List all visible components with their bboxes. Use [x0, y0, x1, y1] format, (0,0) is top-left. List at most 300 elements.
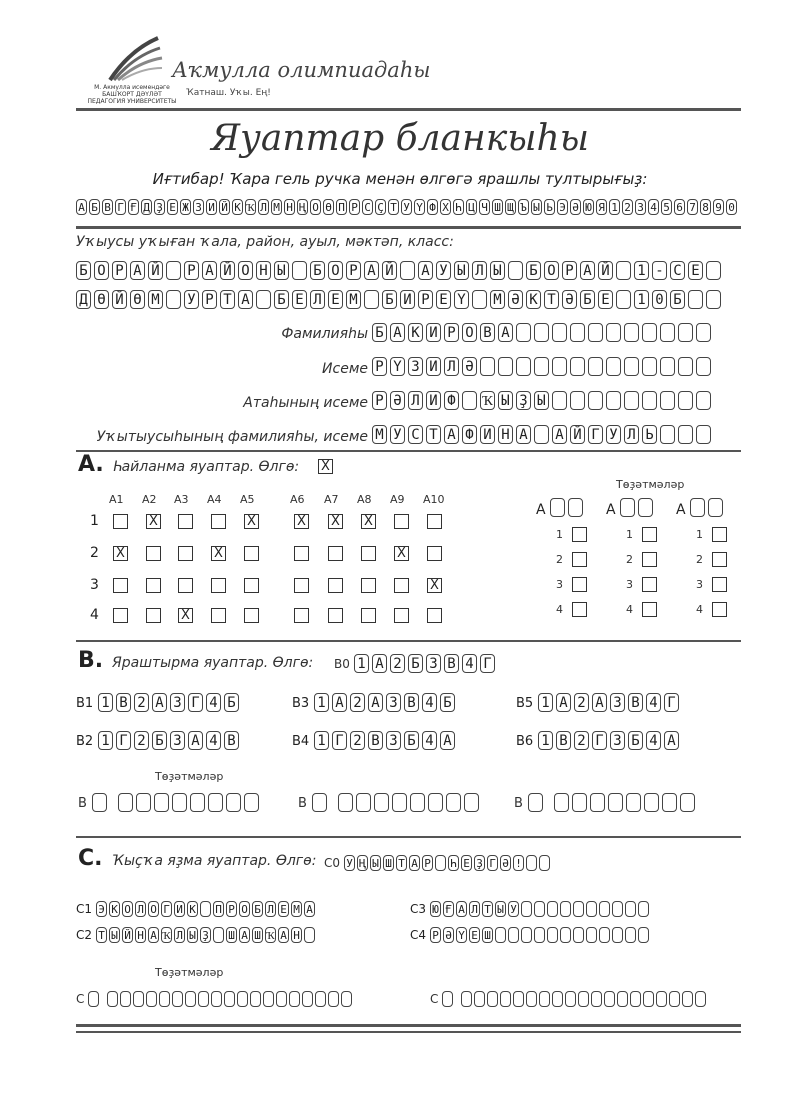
letter-box[interactable]: Й	[148, 261, 163, 280]
letter-box[interactable]: В	[368, 731, 383, 750]
letter-box[interactable]	[644, 793, 659, 812]
letter-box[interactable]: Й	[220, 261, 235, 280]
answer-checkbox[interactable]	[244, 608, 259, 623]
letter-box[interactable]: И	[426, 323, 441, 342]
letter-box[interactable]: К	[526, 290, 541, 309]
letter-box[interactable]	[534, 901, 545, 917]
answer-checkbox[interactable]	[361, 546, 376, 561]
letter-box[interactable]: М	[148, 290, 163, 309]
answer-checkbox[interactable]	[294, 578, 309, 593]
letter-box[interactable]	[565, 991, 576, 1007]
answer-checkbox[interactable]	[244, 578, 259, 593]
letter-box[interactable]: А	[368, 693, 383, 712]
letter-box[interactable]	[534, 357, 549, 376]
correction-checkbox[interactable]	[712, 577, 727, 592]
letter-box[interactable]: З	[408, 357, 423, 376]
letter-box[interactable]: 1	[634, 261, 649, 280]
letter-box[interactable]	[612, 927, 623, 943]
letter-box[interactable]: 4	[206, 693, 221, 712]
answer-boxes[interactable]	[314, 730, 458, 750]
letter-box[interactable]	[410, 793, 425, 812]
letter-box[interactable]: А	[148, 927, 159, 943]
letter-box[interactable]: Ы	[454, 261, 469, 280]
answer-checkbox[interactable]	[328, 608, 343, 623]
correction-boxes[interactable]	[442, 988, 708, 1007]
letter-box[interactable]: О	[94, 261, 109, 280]
letter-box[interactable]	[630, 991, 641, 1007]
letter-box[interactable]: Л	[624, 425, 639, 444]
correction-question-box[interactable]	[568, 498, 583, 517]
letter-box[interactable]: Г	[188, 693, 203, 712]
letter-box[interactable]	[624, 323, 639, 342]
letter-box[interactable]	[136, 793, 151, 812]
letter-box[interactable]: Ғ	[443, 901, 454, 917]
answer-checkbox[interactable]: X	[394, 546, 409, 561]
letter-box[interactable]	[461, 991, 472, 1007]
correction-question-box[interactable]	[92, 793, 107, 812]
correction-question-box[interactable]	[442, 991, 453, 1007]
answer-checkbox[interactable]	[328, 578, 343, 593]
answer-checkbox[interactable]: X	[113, 546, 128, 561]
letter-box[interactable]: В	[480, 323, 495, 342]
answer-boxes[interactable]	[538, 730, 682, 750]
letter-box[interactable]	[591, 991, 602, 1007]
letter-box[interactable]: Ҡ	[482, 393, 493, 409]
letter-box[interactable]	[302, 991, 313, 1007]
letter-box[interactable]	[534, 323, 549, 342]
answer-boxes[interactable]	[96, 898, 317, 917]
letter-box[interactable]	[660, 323, 675, 342]
letter-box[interactable]: Б	[404, 731, 419, 750]
letter-box[interactable]	[487, 991, 498, 1007]
letter-box[interactable]	[554, 793, 569, 812]
letter-box[interactable]	[166, 290, 181, 309]
letter-box[interactable]	[606, 391, 621, 410]
correction-question-box[interactable]	[708, 498, 723, 517]
letter-box[interactable]: Т	[220, 290, 235, 309]
letter-box[interactable]	[626, 793, 641, 812]
letter-box[interactable]	[516, 357, 531, 376]
letter-box[interactable]: Ҙ	[516, 391, 531, 410]
answer-boxes[interactable]	[314, 692, 458, 712]
letter-box[interactable]	[495, 927, 506, 943]
letter-box[interactable]: Р	[184, 261, 199, 280]
answer-checkbox[interactable]	[394, 578, 409, 593]
letter-box[interactable]	[642, 357, 657, 376]
letter-box[interactable]	[656, 991, 667, 1007]
letter-box[interactable]: О	[462, 323, 477, 342]
letter-box[interactable]: Е	[436, 290, 451, 309]
letter-box[interactable]: Ф	[462, 425, 477, 444]
name-field[interactable]	[372, 356, 714, 376]
answer-checkbox[interactable]	[361, 608, 376, 623]
letter-box[interactable]: Ә	[562, 290, 577, 309]
letter-box[interactable]: Б	[526, 261, 541, 280]
letter-box[interactable]	[560, 927, 571, 943]
letter-box[interactable]: В	[404, 693, 419, 712]
letter-box[interactable]: 1	[98, 731, 113, 750]
letter-box[interactable]: И	[480, 425, 495, 444]
letter-box[interactable]	[211, 991, 222, 1007]
letter-box[interactable]: А	[418, 261, 433, 280]
letter-box[interactable]: Ш	[226, 927, 237, 943]
letter-box[interactable]	[588, 357, 603, 376]
letter-box[interactable]: У	[390, 425, 405, 444]
letter-box[interactable]	[172, 991, 183, 1007]
letter-box[interactable]: В	[628, 693, 643, 712]
correction-question-box[interactable]	[528, 793, 543, 812]
letter-box[interactable]: Г	[664, 693, 679, 712]
letter-box[interactable]: Ы	[109, 927, 120, 943]
letter-box[interactable]: А	[202, 261, 217, 280]
answer-checkbox[interactable]: X	[328, 514, 343, 529]
letter-box[interactable]: Т	[426, 425, 441, 444]
letter-box[interactable]	[516, 323, 531, 342]
letter-box[interactable]: Б	[310, 261, 325, 280]
letter-box[interactable]: 2	[574, 731, 589, 750]
letter-box[interactable]: Э	[96, 901, 107, 917]
letter-box[interactable]: Б	[580, 290, 595, 309]
letter-box[interactable]: А	[390, 323, 405, 342]
letter-box[interactable]: Т	[544, 290, 559, 309]
letter-box[interactable]: Н	[291, 927, 302, 943]
answer-checkbox[interactable]: X	[427, 578, 442, 593]
letter-box[interactable]	[552, 391, 567, 410]
letter-box[interactable]: Ҙ	[200, 927, 211, 943]
letter-box[interactable]: Л	[174, 927, 185, 943]
letter-box[interactable]: Г	[332, 731, 347, 750]
letter-box[interactable]: Ы	[495, 901, 506, 917]
letter-box[interactable]: Е	[328, 290, 343, 309]
letter-box[interactable]	[588, 391, 603, 410]
letter-box[interactable]	[660, 357, 675, 376]
answer-checkbox[interactable]	[427, 546, 442, 561]
answer-checkbox[interactable]	[427, 608, 442, 623]
correction-checkbox[interactable]	[642, 602, 657, 617]
letter-box[interactable]	[276, 991, 287, 1007]
letter-box[interactable]	[612, 901, 623, 917]
answer-checkbox[interactable]	[178, 546, 193, 561]
letter-box[interactable]	[570, 357, 585, 376]
letter-box[interactable]	[534, 927, 545, 943]
correction-boxes[interactable]	[88, 988, 354, 1007]
letter-box[interactable]: Л	[265, 901, 276, 917]
letter-box[interactable]	[696, 391, 711, 410]
letter-box[interactable]: Б	[76, 261, 91, 280]
letter-box[interactable]	[508, 261, 523, 280]
correction-checkbox[interactable]	[712, 552, 727, 567]
letter-box[interactable]: 1	[314, 693, 329, 712]
letter-box[interactable]: Б	[152, 731, 167, 750]
letter-box[interactable]: А	[592, 693, 607, 712]
letter-box[interactable]	[315, 991, 326, 1007]
letter-box[interactable]: Й	[382, 261, 397, 280]
letter-box[interactable]	[338, 793, 353, 812]
answer-checkbox[interactable]	[361, 578, 376, 593]
letter-box[interactable]: Р	[226, 901, 237, 917]
letter-box[interactable]: 4	[646, 731, 661, 750]
letter-box[interactable]: Н	[256, 261, 271, 280]
letter-box[interactable]: Е	[278, 901, 289, 917]
letter-box[interactable]: 2	[350, 731, 365, 750]
letter-box[interactable]	[472, 290, 487, 309]
letter-box[interactable]: Р	[202, 290, 217, 309]
letter-box[interactable]	[682, 991, 693, 1007]
letter-box[interactable]: Ы	[187, 927, 198, 943]
letter-box[interactable]	[678, 425, 693, 444]
answer-checkbox[interactable]: X	[294, 514, 309, 529]
answer-checkbox[interactable]	[294, 546, 309, 561]
letter-box[interactable]	[552, 991, 563, 1007]
correction-boxes[interactable]	[528, 792, 698, 812]
letter-box[interactable]	[590, 793, 605, 812]
letter-box[interactable]: Ү	[390, 357, 405, 376]
letter-box[interactable]	[304, 927, 315, 943]
letter-box[interactable]: Р	[112, 261, 127, 280]
letter-box[interactable]	[696, 425, 711, 444]
answer-boxes[interactable]	[430, 924, 651, 943]
correction-question-box[interactable]	[88, 991, 99, 1007]
letter-box[interactable]: О	[238, 261, 253, 280]
letter-box[interactable]: А	[444, 425, 459, 444]
letter-box[interactable]: Ө	[130, 290, 145, 309]
letter-box[interactable]	[289, 991, 300, 1007]
letter-box[interactable]: Е	[292, 290, 307, 309]
letter-box[interactable]	[428, 793, 443, 812]
correction-checkbox[interactable]	[712, 527, 727, 542]
letter-box[interactable]: А	[364, 261, 379, 280]
letter-box[interactable]: Ү	[454, 290, 469, 309]
letter-box[interactable]: Б	[372, 323, 387, 342]
letter-box[interactable]	[341, 991, 352, 1007]
letter-box[interactable]	[539, 991, 550, 1007]
letter-box[interactable]: 3	[610, 693, 625, 712]
letter-box[interactable]: 0	[652, 290, 667, 309]
letter-box[interactable]: Р	[430, 927, 441, 943]
letter-box[interactable]	[638, 901, 649, 917]
answer-checkbox[interactable]	[146, 608, 161, 623]
letter-box[interactable]	[696, 323, 711, 342]
letter-box[interactable]	[208, 793, 223, 812]
letter-box[interactable]: Б	[670, 290, 685, 309]
letter-box[interactable]: А	[304, 901, 315, 917]
letter-box[interactable]: 3	[610, 731, 625, 750]
letter-box[interactable]	[154, 793, 169, 812]
letter-box[interactable]: О	[122, 901, 133, 917]
correction-question-box[interactable]	[690, 498, 705, 517]
letter-box[interactable]	[625, 927, 636, 943]
letter-box[interactable]: 4	[206, 731, 221, 750]
letter-box[interactable]: А	[130, 261, 145, 280]
letter-box[interactable]	[706, 290, 721, 309]
letter-box[interactable]: 4	[422, 731, 437, 750]
letter-box[interactable]	[513, 991, 524, 1007]
letter-box[interactable]	[606, 357, 621, 376]
teacher-field[interactable]	[372, 424, 714, 444]
answer-checkbox[interactable]: X	[244, 514, 259, 529]
letter-box[interactable]: Б	[440, 693, 455, 712]
letter-box[interactable]	[198, 991, 209, 1007]
letter-box[interactable]: К	[109, 901, 120, 917]
letter-box[interactable]: Й	[598, 261, 613, 280]
answer-checkbox[interactable]: X	[146, 514, 161, 529]
letter-box[interactable]: Б	[382, 290, 397, 309]
letter-box[interactable]: 2	[574, 693, 589, 712]
answer-boxes[interactable]	[98, 730, 242, 750]
letter-box[interactable]	[572, 793, 587, 812]
letter-box[interactable]: И	[426, 391, 441, 410]
letter-box[interactable]	[586, 901, 597, 917]
letter-box[interactable]	[599, 901, 610, 917]
letter-box[interactable]	[688, 290, 703, 309]
answer-checkbox[interactable]	[394, 608, 409, 623]
letter-box[interactable]	[185, 991, 196, 1007]
letter-box[interactable]: У	[436, 261, 451, 280]
answer-checkbox[interactable]	[328, 546, 343, 561]
letter-box[interactable]: 1	[538, 731, 553, 750]
letter-box[interactable]: А	[498, 323, 513, 342]
letter-box[interactable]: И	[400, 290, 415, 309]
letter-box[interactable]: Г	[588, 425, 603, 444]
letter-box[interactable]: Р	[444, 323, 459, 342]
correction-question-box[interactable]	[638, 498, 653, 517]
letter-box[interactable]: Й	[122, 927, 133, 943]
letter-box[interactable]: Ә	[390, 391, 405, 410]
answer-checkbox[interactable]: X	[361, 514, 376, 529]
letter-box[interactable]: 2	[134, 693, 149, 712]
correction-checkbox[interactable]	[642, 552, 657, 567]
letter-box[interactable]	[573, 901, 584, 917]
letter-box[interactable]: Г	[161, 901, 172, 917]
letter-box[interactable]: Р	[372, 391, 387, 410]
letter-box[interactable]	[200, 901, 211, 917]
answer-checkbox[interactable]	[294, 608, 309, 623]
letter-box[interactable]: 4	[422, 693, 437, 712]
correction-checkbox[interactable]	[572, 602, 587, 617]
letter-box[interactable]	[624, 391, 639, 410]
correction-checkbox[interactable]	[712, 602, 727, 617]
letter-box[interactable]: А	[664, 731, 679, 750]
letter-box[interactable]: Б	[224, 693, 239, 712]
letter-box[interactable]	[660, 425, 675, 444]
letter-box[interactable]: -	[652, 261, 667, 280]
letter-box[interactable]	[578, 991, 589, 1007]
letter-box[interactable]: Н	[135, 927, 146, 943]
correction-question-box[interactable]	[550, 498, 565, 517]
letter-box[interactable]: Р	[562, 261, 577, 280]
letter-box[interactable]: О	[328, 261, 343, 280]
answer-checkbox[interactable]	[211, 514, 226, 529]
letter-box[interactable]: А	[332, 693, 347, 712]
letter-box[interactable]	[570, 323, 585, 342]
correction-checkbox[interactable]	[572, 577, 587, 592]
letter-box[interactable]: Ф	[444, 391, 459, 410]
answer-checkbox[interactable]: X	[178, 608, 193, 623]
letter-box[interactable]: Т	[482, 901, 493, 917]
letter-box[interactable]: 1	[98, 693, 113, 712]
letter-box[interactable]: П	[213, 901, 224, 917]
answer-checkbox[interactable]	[211, 608, 226, 623]
letter-box[interactable]	[678, 357, 693, 376]
correction-checkbox[interactable]	[642, 527, 657, 542]
letter-box[interactable]: О	[148, 901, 159, 917]
letter-box[interactable]	[547, 927, 558, 943]
letter-box[interactable]: У	[606, 425, 621, 444]
letter-box[interactable]	[669, 991, 680, 1007]
letter-box[interactable]	[118, 793, 133, 812]
letter-box[interactable]: У	[508, 901, 519, 917]
letter-box[interactable]	[534, 425, 549, 444]
letter-box[interactable]	[680, 793, 695, 812]
correction-checkbox[interactable]	[572, 527, 587, 542]
letter-box[interactable]	[446, 793, 461, 812]
answer-checkbox[interactable]	[178, 514, 193, 529]
letter-box[interactable]: Л	[469, 901, 480, 917]
letter-box[interactable]	[250, 991, 261, 1007]
letter-box[interactable]: А	[278, 927, 289, 943]
letter-box[interactable]	[374, 793, 389, 812]
correction-boxes[interactable]	[92, 792, 262, 812]
letter-box[interactable]	[678, 391, 693, 410]
answer-checkbox[interactable]	[113, 608, 128, 623]
letter-box[interactable]	[256, 290, 271, 309]
letter-box[interactable]	[586, 927, 597, 943]
letter-box[interactable]: Ю	[430, 901, 441, 917]
letter-box[interactable]	[508, 927, 519, 943]
letter-box[interactable]: Ә	[462, 357, 477, 376]
answer-boxes[interactable]	[98, 692, 242, 712]
answer-checkbox[interactable]	[113, 578, 128, 593]
letter-box[interactable]: Л	[135, 901, 146, 917]
letter-box[interactable]: Г	[116, 731, 131, 750]
letter-box[interactable]	[213, 927, 224, 943]
letter-box[interactable]	[237, 991, 248, 1007]
letter-box[interactable]: Ы	[274, 261, 289, 280]
school-line-2[interactable]	[76, 289, 724, 309]
letter-box[interactable]: А	[516, 425, 531, 444]
school-line-1[interactable]	[76, 260, 724, 280]
letter-box[interactable]: 2	[350, 693, 365, 712]
letter-box[interactable]: 1	[538, 693, 553, 712]
letter-box[interactable]	[616, 290, 631, 309]
answer-checkbox[interactable]	[244, 546, 259, 561]
letter-box[interactable]: А	[552, 425, 567, 444]
letter-box[interactable]: А	[238, 290, 253, 309]
letter-box[interactable]: О	[544, 261, 559, 280]
answer-checkbox[interactable]	[427, 514, 442, 529]
answer-boxes[interactable]	[538, 692, 682, 712]
letter-box[interactable]: О	[239, 901, 250, 917]
correction-checkbox[interactable]	[642, 577, 657, 592]
letter-box[interactable]	[133, 991, 144, 1007]
correction-question-box[interactable]	[312, 793, 327, 812]
letter-box[interactable]	[526, 991, 537, 1007]
letter-box[interactable]: К	[187, 901, 198, 917]
letter-box[interactable]	[146, 991, 157, 1007]
letter-box[interactable]: А	[152, 693, 167, 712]
letter-box[interactable]	[660, 391, 675, 410]
letter-box[interactable]	[552, 323, 567, 342]
letter-box[interactable]: М	[372, 425, 387, 444]
letter-box[interactable]: А	[456, 901, 467, 917]
letter-box[interactable]: Ә	[443, 927, 454, 943]
letter-box[interactable]	[364, 290, 379, 309]
letter-box[interactable]: Л	[408, 391, 423, 410]
correction-question-box[interactable]	[620, 498, 635, 517]
answer-checkbox[interactable]	[146, 546, 161, 561]
letter-box[interactable]: Е	[598, 290, 613, 309]
answer-checkbox[interactable]	[394, 514, 409, 529]
